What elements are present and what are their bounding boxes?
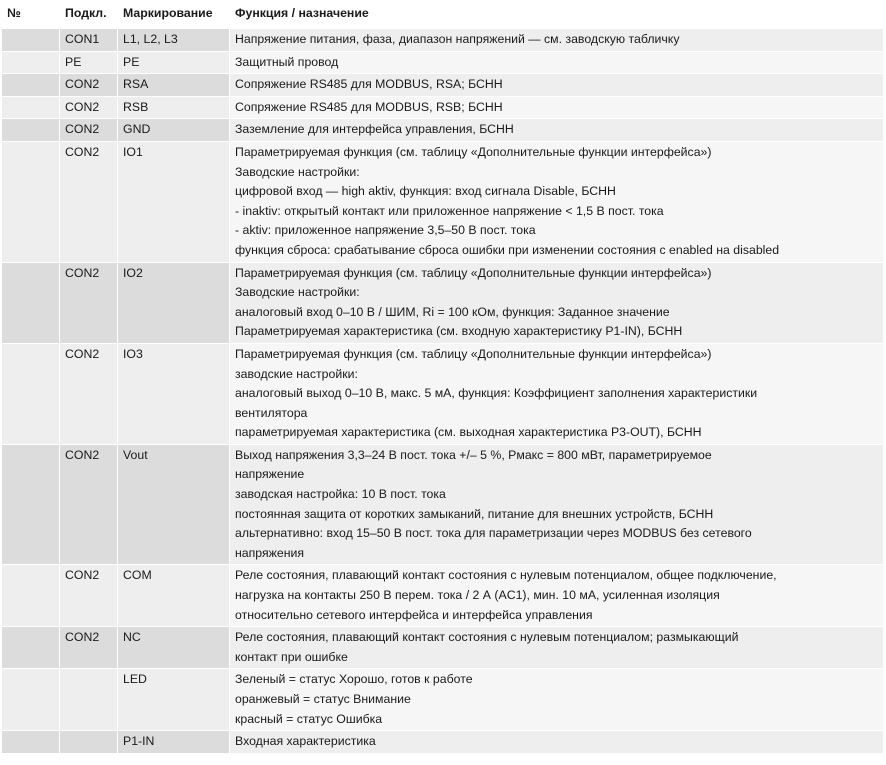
cell-marking: PE bbox=[118, 52, 230, 75]
function-line: постоянная защита от коротких замыканий, питание для внешних устройств, БСНН bbox=[235, 506, 714, 521]
table-row bbox=[2, 97, 883, 120]
cell-marking: Vout bbox=[118, 445, 230, 566]
cell-marking: RSA bbox=[118, 74, 230, 97]
connections-table bbox=[2, 2, 883, 754]
cell-num bbox=[2, 74, 60, 97]
connections-table-container bbox=[2, 2, 883, 754]
table-row bbox=[2, 669, 883, 731]
cell-num bbox=[2, 445, 60, 566]
function-line: Защитный провод bbox=[235, 54, 339, 69]
cell-num bbox=[2, 142, 60, 263]
table-row bbox=[2, 565, 883, 627]
function-line: нагрузка на контакты 250 В перем. тока / 2 А (AC1), мин. 10 мА, усиленная изоляция bbox=[235, 588, 720, 603]
function-line: контакт при ошибке bbox=[235, 649, 348, 664]
function-line: аналоговый выход 0–10 В, макс. 5 мА, функция: Коэффициент заполнения характеристики bbox=[235, 386, 758, 401]
function-line: Реле состояния, плавающий контакт состояния с нулевым потенциалом; размыкающий bbox=[235, 630, 739, 645]
function-line: - aktiv: приложенное напряжение 3,5–50 В пост. тока bbox=[235, 223, 536, 238]
cell-connection: CON2 bbox=[60, 565, 118, 627]
cell-marking: P1-IN bbox=[118, 731, 230, 754]
table-row bbox=[2, 263, 883, 344]
cell-connection: CON2 bbox=[60, 74, 118, 97]
cell-marking: IO1 bbox=[118, 142, 230, 263]
cell-num bbox=[2, 97, 60, 120]
header-num: № bbox=[2, 2, 60, 29]
table-row bbox=[2, 445, 883, 566]
header-connection: Подкл. bbox=[60, 2, 118, 29]
table-row bbox=[2, 627, 883, 669]
function-line: альтернативно: вход 15–50 В пост. тока для параметризации через MODBUS без сетевого bbox=[235, 526, 752, 541]
table-body bbox=[2, 29, 883, 754]
cell-num bbox=[2, 119, 60, 142]
cell-num bbox=[2, 731, 60, 754]
cell-connection: PE bbox=[60, 52, 118, 75]
cell-marking: NC bbox=[118, 627, 230, 669]
cell-connection: CON2 bbox=[60, 344, 118, 445]
cell-function bbox=[230, 263, 883, 344]
table-header-row bbox=[2, 2, 883, 29]
function-line: Заводские настройки: bbox=[235, 285, 360, 300]
function-line: - inaktiv: открытый контакт или приложенное напряжение < 1,5 В пост. тока bbox=[235, 203, 664, 218]
function-line: цифровой вход — high aktiv, функция: вход сигнала Disable, БСНН bbox=[235, 184, 616, 199]
cell-function bbox=[230, 119, 883, 142]
cell-num bbox=[2, 52, 60, 75]
cell-num bbox=[2, 29, 60, 52]
cell-connection: CON2 bbox=[60, 445, 118, 566]
function-line: заводская настройка: 10 В пост. тока bbox=[235, 487, 446, 502]
cell-function bbox=[230, 29, 883, 52]
cell-connection: CON2 bbox=[60, 142, 118, 263]
function-line: Сопряжение RS485 для MODBUS, RSA; БСНН bbox=[235, 77, 503, 92]
cell-connection: CON2 bbox=[60, 97, 118, 120]
function-line: параметрируемая характеристика (см. выходная характеристика P3-OUT), БСНН bbox=[235, 425, 702, 440]
function-line: Параметрируемая функция (см. таблицу «Дополнительные функции интерфейса») bbox=[235, 346, 712, 361]
function-line: Параметрируемая функция (см. таблицу «Дополнительные функции интерфейса») bbox=[235, 265, 712, 280]
function-line: Сопряжение RS485 для MODBUS, RSB; БСНН bbox=[235, 99, 503, 114]
function-line: Заводские настройки: bbox=[235, 164, 360, 179]
cell-marking: GND bbox=[118, 119, 230, 142]
table-row bbox=[2, 142, 883, 263]
cell-connection bbox=[60, 669, 118, 731]
function-line: Параметрируемая характеристика (см. входную характеристику P1-IN), БСНН bbox=[235, 324, 683, 339]
cell-function bbox=[230, 565, 883, 627]
function-line: вентилятора bbox=[235, 405, 308, 420]
cell-num bbox=[2, 263, 60, 344]
cell-function bbox=[230, 52, 883, 75]
function-line: красный = статус Ошибка bbox=[235, 711, 383, 726]
function-line: Выход напряжения 3,3–24 В пост. тока +/– 5 %, Рмакс = 800 мВт, параметрируемое bbox=[235, 447, 712, 462]
cell-function bbox=[230, 445, 883, 566]
function-line: напряжение bbox=[235, 467, 305, 482]
cell-num bbox=[2, 627, 60, 669]
cell-connection: CON1 bbox=[60, 29, 118, 52]
function-line: Заземление для интерфейса управления, БСНН bbox=[235, 122, 514, 137]
cell-num bbox=[2, 565, 60, 627]
function-line: Реле состояния, плавающий контакт состояния с нулевым потенциалом, общее подключение, bbox=[235, 568, 777, 583]
table-row bbox=[2, 74, 883, 97]
cell-marking: IO3 bbox=[118, 344, 230, 445]
table-row bbox=[2, 344, 883, 445]
header-function: Функция / назначение bbox=[230, 2, 883, 29]
cell-connection: CON2 bbox=[60, 263, 118, 344]
cell-num bbox=[2, 669, 60, 731]
cell-function bbox=[230, 97, 883, 120]
header-marking: Маркирование bbox=[118, 2, 230, 29]
function-line: аналоговый вход 0–10 В / ШИМ, Ri = 100 кОм, функция: Заданное значение bbox=[235, 304, 670, 319]
cell-num bbox=[2, 344, 60, 445]
cell-function bbox=[230, 669, 883, 731]
cell-connection: CON2 bbox=[60, 119, 118, 142]
function-line: относительно сетевого интерфейса и интерфейса управления bbox=[235, 607, 593, 622]
function-line: Зеленый = статус Хорошо, готов к работе bbox=[235, 672, 473, 687]
cell-connection bbox=[60, 731, 118, 754]
cell-function bbox=[230, 627, 883, 669]
cell-function bbox=[230, 731, 883, 754]
cell-connection: CON2 bbox=[60, 627, 118, 669]
function-line: оранжевый = статус Внимание bbox=[235, 692, 411, 706]
table-row bbox=[2, 52, 883, 75]
function-line: функция сброса: срабатывание сброса ошибки при изменении состояния с enabled на disabled bbox=[235, 242, 780, 257]
table-row bbox=[2, 119, 883, 142]
table-row bbox=[2, 731, 883, 754]
cell-marking: L1, L2, L3 bbox=[118, 29, 230, 52]
function-line: Напряжение питания, фаза, диапазон напряжений — см. заводскую табличку bbox=[235, 32, 680, 46]
function-line: Входная характеристика bbox=[235, 734, 376, 749]
cell-function bbox=[230, 142, 883, 263]
cell-marking: IO2 bbox=[118, 263, 230, 344]
cell-marking: COM bbox=[118, 565, 230, 627]
table-row bbox=[2, 29, 883, 52]
cell-function bbox=[230, 74, 883, 97]
function-line: заводские настройки: bbox=[235, 366, 358, 381]
cell-marking: LED bbox=[118, 669, 230, 731]
cell-marking: RSB bbox=[118, 97, 230, 120]
function-line: напряжения bbox=[235, 545, 305, 560]
cell-function bbox=[230, 344, 883, 445]
function-line: Параметрируемая функция (см. таблицу «Дополнительные функции интерфейса») bbox=[235, 144, 712, 159]
